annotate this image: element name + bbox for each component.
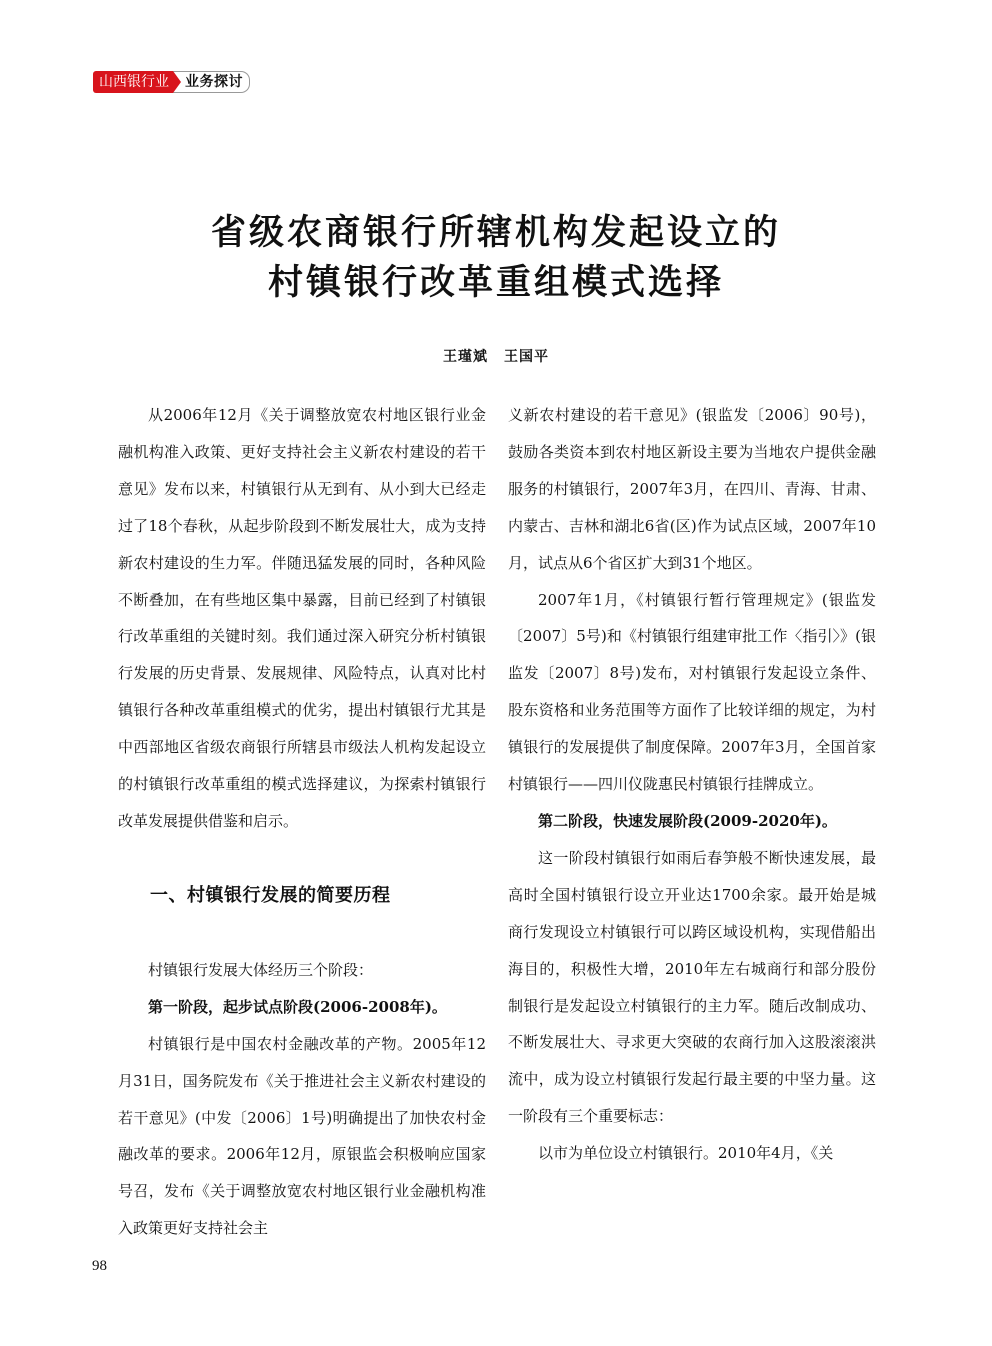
stage-heading: 第二阶段，快速发展阶段(2009-2020年)。 (538, 811, 837, 830)
section-name-tag: 业务探讨 (173, 71, 250, 93)
paragraph: 村镇银行是中国农村金融改革的产物。2005年12月31日，国务院发布《关于推进社会主义新农村建设的若干意见》(中发〔2006〕1号)明确提出了加快农村金融改革的要求。2006年12月，原银监会积极响应国家号召，发布《关于调整放宽农村地区银行业金融机构准入政策更好支持社会主 (118, 1034, 486, 1238)
author-line (0, 346, 992, 366)
paragraph: 2007年1月，《村镇银行暂行管理规定》(银监发〔2007〕5号)和《村镇银行组建审批工作〈指引〉》(银监发〔2007〕8号)发布，对村镇银行发起设立条件、股东资格和业务范围等方面作了比较详细的规定，为村镇银行的发展提供了制度保障。2007年3月，全国首家村镇银行——四川仪陇惠民村镇银行挂牌成立。 (508, 590, 876, 794)
paragraph: 以市为单位设立村镇银行。2010年4月，《关 (538, 1144, 834, 1163)
title-line-2: 村镇银行改革重组模式选择 (267, 263, 724, 303)
left-column (118, 397, 486, 1247)
journal-name-tag: 山西银行业 (93, 71, 173, 93)
right-column (508, 397, 876, 1172)
section-heading: 一、村镇银行发展的简要历程 (150, 884, 391, 906)
stage-heading: 第一阶段，起步试点阶段(2006-2008年)。 (148, 997, 447, 1016)
author-name: 王国平 (504, 349, 549, 365)
paragraph: 从2006年12月《关于调整放宽农村地区银行业金融机构准入政策、更好支持社会主义新农村建设的若干意见》发布以来，村镇银行从无到有、从小到大已经走过了18个春秋，从起步阶段到不断发展壮大，成为支持新农村建设的生力军。伴随迅猛发展的同时，各种风险不断叠加，在有些地区集中暴露，目前已经到了村镇银行改革重组的关键时刻。我们通过深入研究分析村镇银行发展的历史背景、发展规律、风险特点，认真对比村镇银行各种改革重组模式的优劣，提出村镇银行尤其是中西部地区省级农商银行所辖县市级法人机构发起设立的村镇银行改革重组的模式选择建议，为探索村镇银行改革发展提供借鉴和启示。 (118, 406, 486, 830)
paragraph: 义新农村建设的若干意见》(银监发〔2006〕90号)，鼓励各类资本到农村地区新设主要为当地农户提供金融服务的村镇银行，2007年3月，在四川、青海、甘肃、内蒙古、吉林和湖北6省(区)作为试点区域，2007年10月，试点从6个省区扩大到31个地区。 (508, 406, 876, 572)
paragraph: 这一阶段村镇银行如雨后春笋般不断快速发展，最高时全国村镇银行设立开业达1700余家。最开始是城商行发现设立村镇银行可以跨区域设机构，实现借船出海目的，积极性大增，2010年左右城商行和部分股份制银行是发起设立村镇银行的主力军。随后改制成功、不断发展壮大、寻求更大突破的农商行加入这股滚滚洪流中，成为设立村镇银行发起行最主要的中坚力量。这一阶段有三个重要标志： (508, 848, 876, 1126)
article-title (0, 208, 992, 308)
section-spacer (118, 840, 486, 848)
running-header (93, 70, 250, 94)
title-line-1: 省级农商银行所辖机构发起设立的 (210, 213, 781, 253)
author-name: 王瑾斌 (443, 349, 488, 365)
page-number: 98 (92, 1258, 107, 1274)
paragraph: 村镇银行发展大体经历三个阶段： (148, 960, 374, 979)
